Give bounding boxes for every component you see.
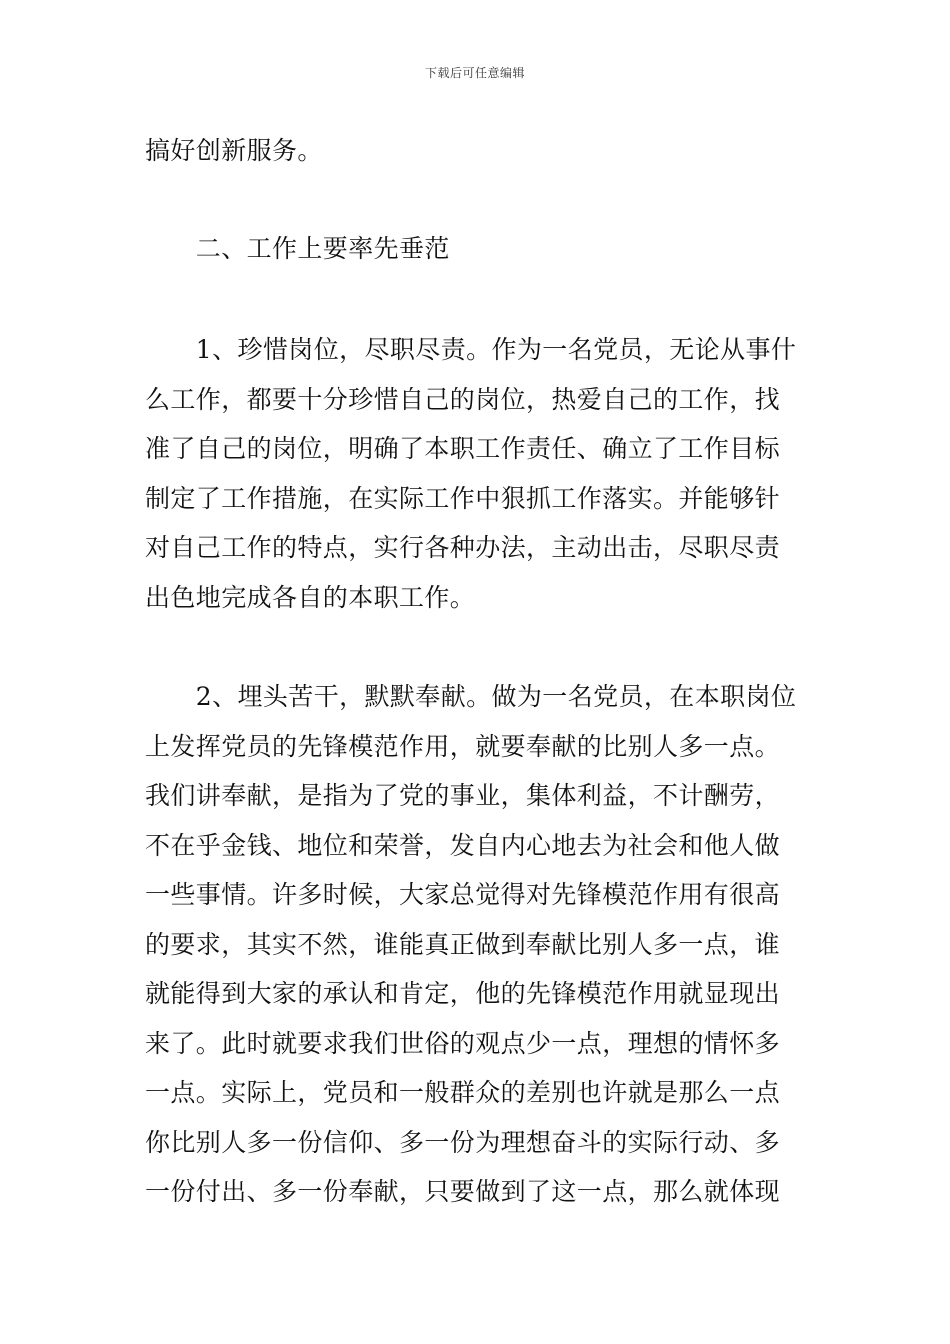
text-line: 你比别人多一份信仰、多一份为理想奋斗的实际行动、多: [145, 1127, 781, 1157]
page-header: 下载后可任意编辑: [424, 66, 525, 80]
text-line: 一些事情。许多时候，大家总觉得对先锋模范作用有很高: [145, 880, 781, 909]
text-line: 不在乎金钱、地位和荣誉，发自内心地去为社会和他人做: [145, 830, 781, 860]
paragraph-item-1: [145, 325, 807, 622]
text-line: 出色地完成各自的本职工作。: [145, 582, 476, 612]
text-line: 准了自己的岗位，明确了本职工作责任、确立了工作目标: [145, 434, 781, 463]
text-line: 上发挥党员的先锋模范作用，就要奉献的比别人多一点。: [145, 731, 781, 761]
text-line: 一点。实际上，党员和一般群众的差别也许就是那么一点: [145, 1078, 781, 1107]
text-line: 就能得到大家的承认和肯定，他的先锋模范作用就显现出: [145, 979, 781, 1008]
text-line: 二、工作上要率先垂范: [145, 234, 450, 263]
text-line: 制定了工作措施，在实际工作中狠抓工作落实。并能够针: [145, 483, 781, 513]
text-line: 来了。此时就要求我们世俗的观点少一点，理想的情怀多: [145, 1028, 781, 1058]
text-line: 对自己工作的特点，实行各种办法，主动出击，尽职尽责: [145, 533, 781, 562]
text-line: 的要求，其实不然，谁能真正做到奉献比别人多一点，谁: [145, 929, 781, 959]
text-line: 一份付出、多一份奉献，只要做到了这一点，那么就体现: [145, 1177, 781, 1206]
text-line: 么工作，都要十分珍惜自己的岗位，热爱自己的工作，找: [145, 384, 781, 414]
text-line: 1、珍惜岗位，尽职尽责。作为一名党员，无论从事什: [145, 335, 797, 364]
paragraph-item-2: [145, 672, 807, 1217]
text-line: 我们讲奉献，是指为了党的事业，集体利益，不计酬劳，: [145, 781, 781, 810]
text-line: 搞好创新服务。: [145, 136, 323, 165]
section-heading: [145, 224, 807, 274]
paragraph-closing-fragment: [145, 126, 807, 176]
text-line: 2、埋头苦干，默默奉献。做为一名党员，在本职岗位: [145, 682, 797, 711]
